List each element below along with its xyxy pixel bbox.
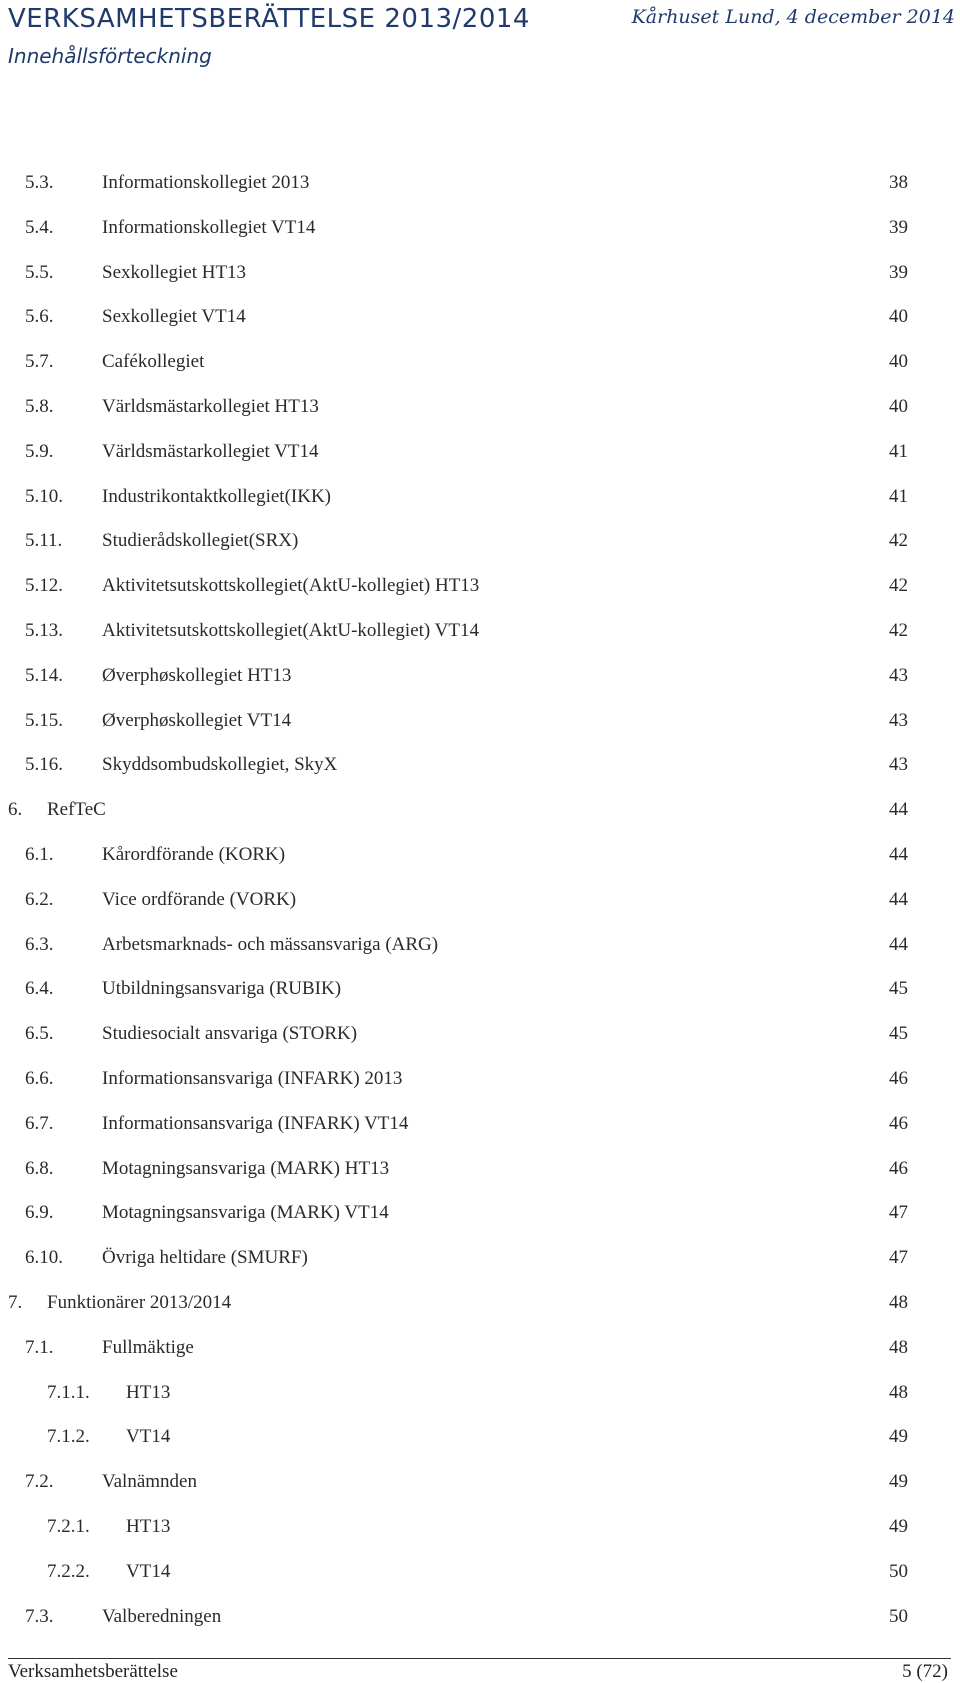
toc-entry-title[interactable]: Valberedningen [102, 1605, 222, 1627]
toc-entry-page: 48 [889, 1291, 908, 1313]
toc-entry[interactable] [0, 742, 960, 787]
toc-entry-page: 43 [889, 709, 908, 731]
toc-entry[interactable] [0, 787, 960, 832]
toc-entry[interactable] [0, 474, 960, 519]
toc-entry-title[interactable]: Vice ordförande (VORK) [102, 888, 297, 910]
toc-entry-number: 7.2. [25, 1471, 54, 1493]
toc-entry-title[interactable]: VT14 [126, 1426, 171, 1448]
document-title: VERKSAMHETSBERÄTTELSE 2013/2014 [8, 4, 530, 34]
table-of-contents [0, 160, 960, 1638]
toc-entry-page: 39 [889, 216, 908, 238]
toc-entry[interactable] [0, 1549, 960, 1594]
toc-entry[interactable] [0, 339, 960, 384]
toc-entry-title[interactable]: Aktivitetsutskottskollegiet(AktU-kollegiet) VT14 [102, 619, 479, 641]
toc-entry-number: 5.4. [25, 216, 54, 238]
toc-entry-title[interactable]: Världsmästarkollegiet HT13 [102, 395, 319, 417]
toc-entry-number: 6.6. [25, 1067, 54, 1089]
toc-entry-title[interactable]: Studierådskollegiet(SRX) [102, 530, 299, 552]
toc-entry[interactable] [0, 1504, 960, 1549]
toc-entry-title[interactable]: Funktionärer 2013/2014 [47, 1291, 232, 1313]
toc-entry-title[interactable]: Øverphøskollegiet HT13 [102, 664, 292, 686]
toc-entry[interactable] [0, 832, 960, 877]
toc-entry-title[interactable]: Skyddsombudskollegiet, SkyX [102, 754, 338, 776]
toc-entry[interactable] [0, 563, 960, 608]
toc-entry-page: 44 [889, 843, 908, 865]
toc-entry-title[interactable]: Sexkollegiet HT13 [102, 261, 247, 283]
toc-entry-number: 6.2. [25, 888, 54, 910]
toc-entry-number: 5.11. [25, 530, 63, 552]
toc-entry-page: 38 [889, 172, 908, 193]
toc-entry-page: 44 [889, 933, 908, 955]
toc-entry[interactable] [0, 922, 960, 967]
toc-entry-title[interactable]: Industrikontaktkollegiet(IKK) [102, 485, 332, 507]
toc-entry-page: 41 [889, 485, 908, 507]
toc-entry-title[interactable]: VT14 [126, 1560, 171, 1582]
toc-entry[interactable] [0, 1280, 960, 1325]
toc-entry-title[interactable]: HT13 [126, 1381, 171, 1403]
toc-entry-number: 5.16. [25, 754, 63, 776]
toc-entry[interactable] [0, 294, 960, 339]
toc-entry-number: 5.14. [25, 664, 63, 686]
toc-entry-title[interactable]: RefTeC [47, 799, 106, 821]
toc-entry-title[interactable]: Övriga heltidare (SMURF) [102, 1247, 308, 1269]
toc-entry-title[interactable]: Informationsansvariga (INFARK) 2013 [102, 1067, 403, 1089]
toc-entry-page: 45 [889, 978, 908, 1000]
toc-entry-page: 42 [889, 575, 908, 597]
toc-entry[interactable] [0, 1101, 960, 1146]
toc-entry[interactable] [0, 250, 960, 295]
toc-entry-title[interactable]: Världsmästarkollegiet VT14 [102, 440, 319, 462]
toc-entry-title[interactable]: Sexkollegiet VT14 [102, 306, 246, 328]
toc-entry-page: 42 [889, 619, 908, 641]
header-date: Kårhuset Lund, 4 december 2014 [631, 6, 955, 28]
toc-entry[interactable] [0, 160, 960, 205]
toc-entry[interactable] [0, 205, 960, 250]
toc-entry[interactable] [0, 608, 960, 653]
toc-entry-title[interactable]: Motagningsansvariga (MARK) VT14 [102, 1202, 389, 1224]
toc-entry-title[interactable]: Valnämnden [102, 1471, 197, 1493]
toc-entry-number: 6.10. [25, 1247, 63, 1269]
toc-entry-number: 7.1. [25, 1336, 54, 1358]
toc-entry[interactable] [0, 877, 960, 922]
toc-entry-number: 6.7. [25, 1112, 54, 1134]
toc-entry-page: 44 [889, 888, 908, 910]
toc-entry-title[interactable]: Informationsansvariga (INFARK) VT14 [102, 1112, 409, 1134]
toc-entry-number: 5.8. [25, 395, 54, 417]
toc-entry-title[interactable]: Arbetsmarknads- och mässansvariga (ARG) [102, 933, 439, 955]
toc-entry-page: 43 [889, 664, 908, 686]
toc-entry-number: 5.7. [25, 351, 54, 373]
toc-entry-number: 5.5. [25, 261, 54, 283]
toc-entry-page: 40 [889, 395, 908, 417]
toc-entry[interactable] [0, 1235, 960, 1280]
toc-entry-page: 49 [889, 1515, 908, 1537]
toc-entry[interactable] [0, 429, 960, 474]
toc-entry-page: 50 [889, 1560, 908, 1582]
toc-entry-title[interactable]: Kårordförande (KORK) [102, 843, 286, 865]
toc-entry-number: 7.2.1. [47, 1515, 90, 1537]
toc-entry-title[interactable]: Studiesocialt ansvariga (STORK) [102, 1023, 358, 1045]
toc-entry-page: 44 [889, 799, 908, 821]
toc-entry-number: 6.4. [25, 978, 54, 1000]
toc-entry-number: 7.3. [25, 1605, 54, 1627]
toc-entry-page: 42 [889, 530, 908, 552]
section-heading: Innehållsförteckning [8, 44, 212, 68]
toc-entry[interactable] [0, 518, 960, 563]
toc-entry-number: 5.9. [25, 440, 54, 462]
toc-entry-title[interactable]: Cafékollegiet [102, 351, 205, 373]
toc-entry-title[interactable]: Aktivitetsutskottskollegiet(AktU-kollegiet) HT13 [102, 575, 480, 597]
toc-entry-number: 7. [8, 1291, 23, 1313]
toc-entry-title[interactable]: Øverphøskollegiet VT14 [102, 709, 292, 731]
toc-entry[interactable] [0, 1056, 960, 1101]
toc-entry-number: 5.6. [25, 306, 54, 328]
toc-entry-page: 43 [889, 754, 908, 776]
toc-entry[interactable] [0, 1190, 960, 1235]
toc-entry-number: 7.1.2. [47, 1426, 90, 1448]
toc-entry-number: 5.13. [25, 619, 63, 641]
toc-entry-page: 46 [889, 1067, 908, 1089]
toc-entry-number: 5.3. [25, 172, 54, 193]
toc-entry[interactable] [0, 1370, 960, 1415]
toc-entry[interactable] [0, 966, 960, 1011]
toc-entry-title[interactable]: Motagningsansvariga (MARK) HT13 [102, 1157, 390, 1179]
toc-entry[interactable] [0, 1011, 960, 1056]
toc-entry[interactable] [0, 698, 960, 743]
footer-page-number: 5 (72) [902, 1661, 948, 1682]
toc-entry-page: 47 [889, 1202, 908, 1224]
toc-entry-number: 5.15. [25, 709, 63, 731]
toc-entry-title[interactable]: Fullmäktige [102, 1336, 194, 1358]
toc-entry[interactable] [0, 1414, 960, 1459]
toc-entry-number: 6.9. [25, 1202, 54, 1224]
toc-entry-number: 6.8. [25, 1157, 54, 1179]
toc-entry-number: 6.3. [25, 933, 54, 955]
toc-entry-page: 39 [889, 261, 908, 283]
footer-divider [8, 1658, 951, 1659]
toc-entry[interactable] [0, 1325, 960, 1370]
toc-entry-page: 45 [889, 1023, 908, 1045]
toc-entry-number: 6.5. [25, 1023, 54, 1045]
toc-entry[interactable] [0, 1146, 960, 1191]
toc-entry-number: 6.1. [25, 843, 54, 865]
toc-entry-title[interactable]: HT13 [126, 1515, 171, 1537]
toc-entry-number: 5.12. [25, 575, 63, 597]
toc-entry[interactable] [0, 384, 960, 429]
toc-entry-page: 50 [889, 1605, 908, 1627]
toc-entry-page: 46 [889, 1157, 908, 1179]
toc-entry[interactable] [0, 653, 960, 698]
toc-entry-page: 47 [889, 1247, 908, 1269]
toc-entry[interactable] [0, 1459, 960, 1504]
toc-entry-title[interactable]: Informationskollegiet 2013 [102, 172, 310, 193]
toc-entry-number: 7.2.2. [47, 1560, 90, 1582]
toc-entry-title[interactable]: Informationskollegiet VT14 [102, 216, 316, 238]
toc-entry-page: 49 [889, 1426, 908, 1448]
toc-entry[interactable] [0, 1594, 960, 1639]
toc-entry-title[interactable]: Utbildningsansvariga (RUBIK) [102, 978, 342, 1000]
toc-entry-page: 41 [889, 440, 908, 462]
toc-entry-page: 48 [889, 1381, 908, 1403]
toc-entry-page: 46 [889, 1112, 908, 1134]
toc-entry-page: 40 [889, 351, 908, 373]
toc-entry-number: 7.1.1. [47, 1381, 90, 1403]
toc-entry-page: 48 [889, 1336, 908, 1358]
toc-entry-number: 5.10. [25, 485, 63, 507]
toc-entry-number: 6. [8, 799, 23, 821]
toc-entry-page: 40 [889, 306, 908, 328]
toc-entry-page: 49 [889, 1471, 908, 1493]
footer-title: Verksamhetsberättelse [8, 1661, 178, 1682]
